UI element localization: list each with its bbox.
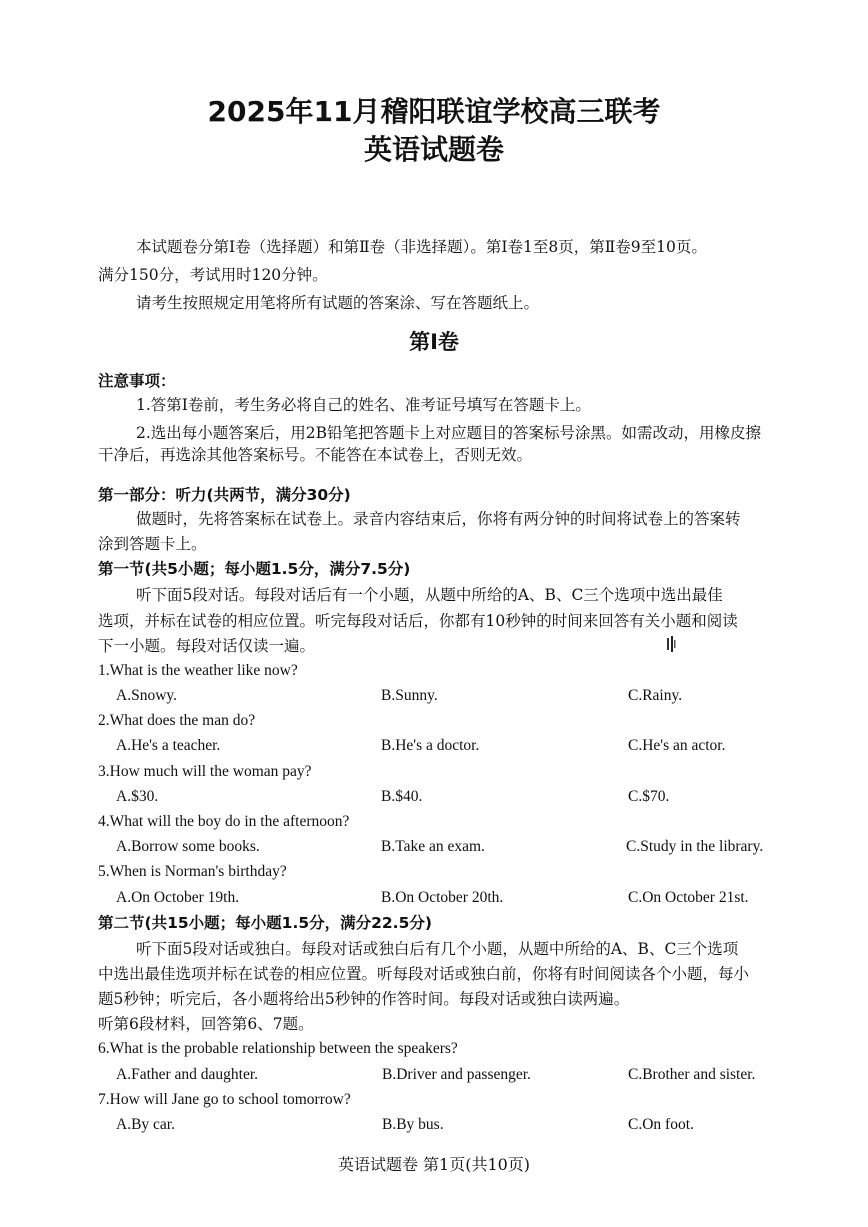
part1-heading: 第一部分：听力(共两节，满分30分) xyxy=(98,486,351,504)
question-6-option-a: A.Father and daughter. xyxy=(116,1066,259,1083)
question-6: 6.What is the probable relationship between the speakers? xyxy=(98,1040,458,1057)
section2-heading: 第二节(共15小题；每小题1.5分，满分22.5分) xyxy=(98,914,432,932)
question-5: 5.When is Norman's birthday? xyxy=(98,863,287,880)
question-7-option-c: C.On foot. xyxy=(628,1116,694,1133)
question-2: 2.What does the man do? xyxy=(98,712,256,729)
section1-desc-line-3: 下一小题。每段对话仅读一遍。 xyxy=(98,637,316,655)
question-4-option-a: A.Borrow some books. xyxy=(116,838,260,855)
question-6-option-c: C.Brother and sister. xyxy=(628,1066,756,1083)
question-1-option-c: C.Rainy. xyxy=(628,687,683,704)
question-4: 4.What will the boy do in the afternoon? xyxy=(98,813,350,830)
question-3: 3.How much will the woman pay? xyxy=(98,763,312,780)
notes-item-2-line-1: 2.选出每小题答案后，用2B铅笔把答题卡上对应题目的答案标号涂黑。如需改动，用橡皮擦 xyxy=(136,424,762,442)
question-1-option-a: A.Snowy. xyxy=(116,687,178,704)
question-1: 1.What is the weather like now? xyxy=(98,662,298,679)
part1-desc-line-1: 做题时，先将答案标在试卷上。录音内容结束后，你将有两分钟的时间将试卷上的答案转 xyxy=(136,510,741,528)
notes-item-1: 1.答第Ⅰ卷前，考生务必将自己的姓名、准考证号填写在答题卡上。 xyxy=(136,396,591,414)
notes-heading: 注意事项： xyxy=(98,372,176,390)
question-7: 7.How will Jane go to school tomorrow? xyxy=(98,1091,351,1108)
page-footer: 英语试题卷 第1页(共10页) xyxy=(337,1155,531,1174)
question-5-option-b: B.On October 20th. xyxy=(381,889,504,906)
section2-desc-line-1: 听下面5段对话或独白。每段对话或独白后有几个小题，从题中所给的A、B、C三个选项 xyxy=(136,940,739,958)
part1-desc-line-2: 涂到答题卡上。 xyxy=(98,535,207,553)
question-1-option-b: B.Sunny. xyxy=(381,687,438,704)
exam-subtitle: 英语试题卷 xyxy=(363,133,504,166)
question-7-option-b: B.By bus. xyxy=(382,1116,444,1133)
exam-title: 2025年11月稽阳联谊学校高三联考 xyxy=(207,95,661,128)
question-3-option-a: A.$30. xyxy=(116,788,159,805)
question-5-option-c: C.On October 21st. xyxy=(628,889,749,906)
question-7-option-a: A.By car. xyxy=(116,1116,175,1133)
question-4-option-c: C.Study in the library. xyxy=(626,838,764,855)
question-2-option-b: B.He's a doctor. xyxy=(381,737,480,754)
notes-item-2-line-2: 干净后，再选涂其他答案标号。不能答在本试卷上，否则无效。 xyxy=(98,446,533,464)
question-3-option-b: B.$40. xyxy=(381,788,423,805)
section2-desc-line-3: 题5秒钟；听完后，各小题将给出5秒钟的作答时间。每段对话或独白读两遍。 xyxy=(98,990,630,1008)
question-6-option-b: B.Driver and passenger. xyxy=(382,1066,531,1083)
volume-title: 第Ⅰ卷 xyxy=(409,330,459,354)
intro-line-3: 请考生按照规定用笔将所有试题的答案涂、写在答题纸上。 xyxy=(136,294,540,312)
section2-material: 听第6段材料，回答第6、7题。 xyxy=(98,1015,314,1033)
section2-desc-line-2: 中选出最佳选项并标在试卷的相应位置。听每段对话或独白前，你将有时间阅读各个小题，每小 xyxy=(98,965,750,983)
scan-artifact-mark xyxy=(666,634,676,654)
question-2-option-c: C.He's an actor. xyxy=(628,737,726,754)
question-2-option-a: A.He's a teacher. xyxy=(116,737,221,754)
intro-line-1: 本试题卷分第Ⅰ卷（选择题）和第Ⅱ卷（非选择题）。第Ⅰ卷1至8页，第Ⅱ卷9至10页。 xyxy=(136,238,707,256)
section1-desc-line-1: 听下面5段对话。每段对话后有一个小题，从题中所给的A、B、C三个选项中选出最佳 xyxy=(136,586,723,604)
section1-heading: 第一节(共5小题；每小题1.5分，满分7.5分) xyxy=(98,560,411,578)
section1-desc-line-2: 选项，并标在试卷的相应位置。听完每段对话后，你都有10秒钟的时间来回答有关小题和阅读 xyxy=(98,612,738,630)
question-4-option-b: B.Take an exam. xyxy=(381,838,485,855)
intro-line-2: 满分150分，考试用时120分钟。 xyxy=(98,266,328,284)
question-3-option-c: C.$70. xyxy=(628,788,670,805)
question-5-option-a: A.On October 19th. xyxy=(116,889,240,906)
